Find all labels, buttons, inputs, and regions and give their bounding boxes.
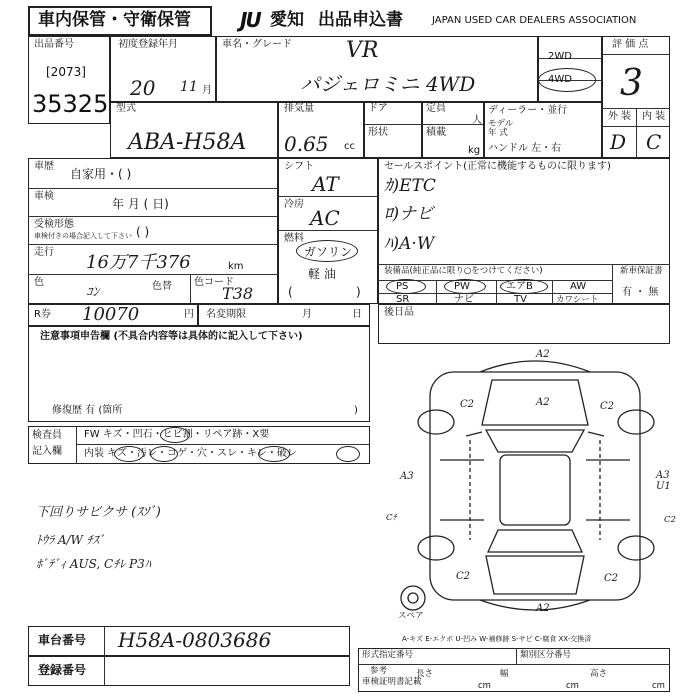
cc-unit: cc xyxy=(344,141,355,152)
equip-pw: PW xyxy=(454,281,470,292)
hood xyxy=(482,380,588,425)
registration-note: 車検付きの場合記入して下さい xyxy=(34,232,132,240)
length-unit: cm xyxy=(478,681,491,691)
name-change-day: 日 xyxy=(352,309,362,320)
displacement-label: 排気量 xyxy=(284,103,314,114)
ju-logo: JU xyxy=(240,8,260,32)
color-value: ｺﾝ xyxy=(86,285,99,300)
fuel-gas: ガソリン xyxy=(304,245,353,259)
wheel-front-left xyxy=(418,410,454,434)
equip-cover: カワシート xyxy=(556,295,599,305)
note-line-1: 下回りサビクサ (ｽｿﾞ) xyxy=(36,505,161,520)
first-reg-year: 20 xyxy=(130,76,156,100)
spare-label: スペア xyxy=(398,611,424,621)
fuel-paren-open: ( xyxy=(288,285,293,299)
sales-point-3: ﾊ)A·W xyxy=(384,234,435,254)
shift-value: AT xyxy=(312,172,339,196)
rear-bumper xyxy=(480,600,590,610)
capacity-unit: 人 xyxy=(472,115,482,126)
new-warranty-label: 新車保証書 xyxy=(620,266,663,276)
inspection-value: 年 月 ( 日) xyxy=(112,197,169,211)
wheel-front-right xyxy=(618,410,654,434)
type-designation-label: 形式指定番号 xyxy=(362,650,414,660)
dealer-label: ディーラー・並行 xyxy=(488,105,568,116)
ref-label: 参考 xyxy=(370,666,388,676)
fw-line: FW キズ・凹石・ヒビ割・リペア跡・X要 xyxy=(84,429,270,440)
sheet-title: 出品申込書 xyxy=(318,10,403,30)
repair-history: 修復歴 有 (箇所 xyxy=(52,405,123,416)
type-value: ABA-H58A xyxy=(128,130,247,155)
repair-history-close: ) xyxy=(354,405,358,416)
height-label: 高さ xyxy=(590,669,608,679)
lot-sub: [2073] xyxy=(46,65,86,79)
car-name-value: パジェロミニ 4WD xyxy=(300,72,476,96)
org-english: JAPAN USED CAR DEALERS ASSOCIATION xyxy=(432,15,637,26)
diag-a2-hood: A2 xyxy=(536,397,550,408)
diag-a3-right: A3 U1 xyxy=(656,470,671,492)
score-label: 評 価 点 xyxy=(612,39,649,50)
windshield xyxy=(486,430,584,452)
name-change-month: 月 xyxy=(302,309,312,320)
load-label: 積載 xyxy=(426,127,446,138)
sales-point-1: ｶ)ETC xyxy=(384,176,436,196)
mileage-label: 走行 xyxy=(34,247,54,258)
mileage-value: 16万7千376 xyxy=(86,252,191,273)
storage-title: 車内保管・守衛保管 xyxy=(38,10,191,30)
first-reg-month: 11 xyxy=(180,79,198,95)
diag-a3-left: A3 xyxy=(400,471,414,482)
fuel-diesel: 軽 油 xyxy=(308,267,336,281)
history-value: 自家用・( ) xyxy=(70,167,132,181)
exterior-value: D xyxy=(610,130,627,154)
lot-number: 35325 xyxy=(32,90,109,118)
diag-c-mid-left: Cﾁ xyxy=(386,513,397,523)
grade-value: VR xyxy=(346,38,379,63)
roof xyxy=(500,455,570,525)
back-date-label: 後日品 xyxy=(384,307,414,318)
diag-a2-bottom: A2 xyxy=(536,603,550,614)
r-label: R券 xyxy=(34,309,51,320)
length-label: 長さ xyxy=(416,669,434,679)
spare-wheel xyxy=(401,586,425,610)
displacement-value: 0.65 xyxy=(284,132,329,156)
equipment-label: 装備品(純正品に限り○をつけてください) xyxy=(384,266,543,276)
diag-c-mid-right: C2 xyxy=(664,515,676,525)
yen-unit: 円 xyxy=(184,309,194,320)
sales-point-label: セールスポイント(正常に機能するものに限ります) xyxy=(384,161,611,172)
note-line-2: ﾄｳﾗ A/W ﾁｽﾞ xyxy=(36,533,105,547)
ac-label: 冷房 xyxy=(284,199,304,210)
r-value: 10070 xyxy=(82,304,140,325)
door-label: ドア xyxy=(368,103,388,114)
km-unit: km xyxy=(228,261,244,272)
interior-value: C xyxy=(646,130,662,154)
diag-c2-right: C2 xyxy=(600,401,615,412)
registration-value: ( ) xyxy=(136,225,150,239)
equip-aw: AW xyxy=(570,281,587,292)
drive-4wd: 4WD xyxy=(548,74,572,85)
height-unit: cm xyxy=(652,681,665,691)
warranty-options: 有 ・ 無 xyxy=(622,287,659,298)
rear-window xyxy=(488,530,582,552)
spare-wheel-hub xyxy=(408,593,418,603)
diag-c2-left: C2 xyxy=(460,399,475,410)
damage-legend: A-キズ E-エクボ U-凹み W-補修跡 S-サビ C-腐食 XX-交換済 xyxy=(402,635,592,643)
notice-label: 注意事項申告欄 (不具合内容等は具体的に記入して下さい) xyxy=(40,331,303,342)
fuel-paren-close: ) xyxy=(356,285,361,299)
color-code-value: T38 xyxy=(222,284,254,303)
drive-2wd: 2WD xyxy=(548,51,572,62)
org-name: 愛知 xyxy=(270,10,304,30)
equip-sr: SR xyxy=(396,294,410,305)
registration-label: 受検形態 xyxy=(34,219,74,230)
kg-unit: kg xyxy=(468,145,481,156)
diag-a2-top: A2 xyxy=(536,349,550,360)
handle-label: ハンドル 左・右 xyxy=(488,143,562,154)
equip-navi: ナビ xyxy=(454,294,474,305)
model-year-label: モデル 年 式 xyxy=(488,119,514,139)
exterior-label: 外 装 xyxy=(608,111,632,122)
color-code-label: 色コード xyxy=(194,277,234,288)
registration-num-label: 登録番号 xyxy=(38,663,87,677)
color-label: 色 xyxy=(34,277,44,288)
width-unit: cm xyxy=(566,681,579,691)
front-bumper xyxy=(480,361,590,372)
ac-value: AC xyxy=(310,206,340,230)
class-label: 類別区分番号 xyxy=(520,650,572,660)
chassis-label: 車台番号 xyxy=(38,633,87,647)
interior-line: 内装 キズ・汚レ・コゲ・穴・スレ・キレ・破レ xyxy=(84,448,297,459)
inspection-label: 車検 xyxy=(34,191,54,202)
equip-tv: TV xyxy=(514,294,527,305)
diag-c2-bottom-left: C2 xyxy=(456,571,471,582)
shift-label: シフト xyxy=(284,161,314,172)
name-change-label: 名変期限 xyxy=(206,309,246,320)
equip-ps: PS xyxy=(396,281,409,292)
right-mirror xyxy=(588,432,604,436)
capacity-label: 定員 xyxy=(426,103,446,114)
shape-label: 形状 xyxy=(368,127,388,138)
left-mirror xyxy=(466,432,482,436)
model-name-label: 車名・グレード xyxy=(222,39,292,50)
chassis-value: H58A-0803686 xyxy=(118,628,272,652)
lot-label: 出品番号 xyxy=(34,39,74,50)
diag-c2-bottom-right: C2 xyxy=(604,573,619,584)
wheel-rear-left xyxy=(418,536,454,560)
inspector-label: 検査員 xyxy=(32,430,62,441)
history-label: 車歴 xyxy=(34,161,54,172)
sales-point-2: ﾛ)ナビ xyxy=(384,204,434,224)
interior-label: 内 装 xyxy=(642,111,666,122)
equip-airbag: エアB xyxy=(506,281,533,292)
color-change-label: 色替 xyxy=(152,281,172,292)
reg-cert-label: 車検証明書記載 xyxy=(362,677,422,687)
score-value: 3 xyxy=(620,63,643,104)
tailgate xyxy=(486,556,584,594)
width-label: 幅 xyxy=(500,669,509,679)
wheel-rear-right xyxy=(618,536,654,560)
month-unit: 月 xyxy=(202,85,212,96)
fuel-label: 燃料 xyxy=(284,233,304,244)
memo-label: 記入欄 xyxy=(32,446,62,457)
first-reg-label: 初度登録年月 xyxy=(118,39,178,50)
note-line-3: ﾎﾞﾃﾞｨ AUS, Cﾁﾚ P3ﾊ xyxy=(36,557,151,571)
type-label: 型式 xyxy=(116,103,136,114)
